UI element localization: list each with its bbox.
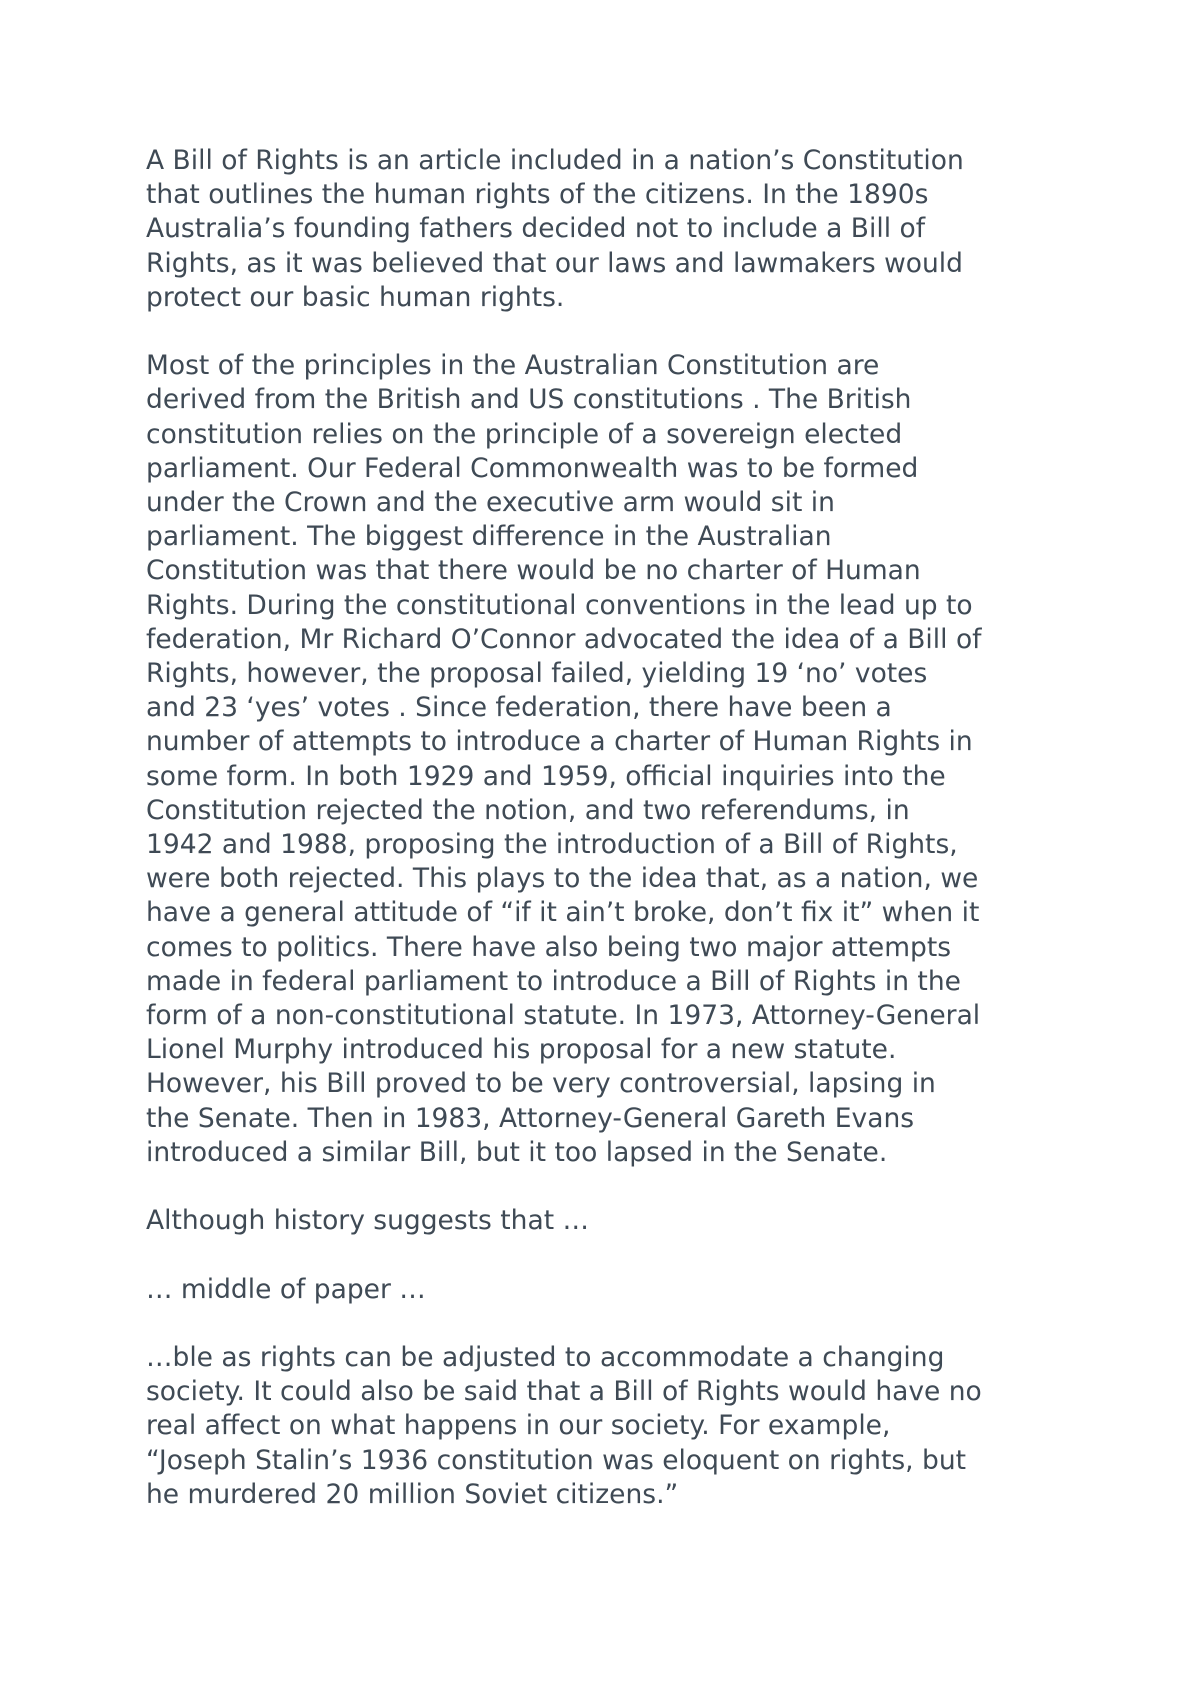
paragraph-history: Most of the principles in the Australian Constitution are derived from the British and US constitutions . The British constitution relies on the principle of a sovereign elected parliament. Our Federal Commonwealth was to be formed under the Crown and the executive arm would sit in parliament. The biggest difference in the Australian Constitution was that there would be no charter of Human Rights. During the constitutional conventions in the lead up to federation, Mr Richard O’Connor advocated the idea of a Bill of Rights, however, the proposal failed, yielding 19 ‘no’ votes and 23 ‘yes’ votes . Since federation, there have been a number of attempts to introduce a charter of Human Rights in some form. In both 1929 and 1959, official inquiries into the Constitution rejected the notion, and two referendums, in 1942 and 1988, proposing the introduction of a Bill of Rights, were both rejected. This plays to the idea that, as a nation, we have a general attitude of “if it ain’t broke, don’t fix it” when it comes to politics. There have also being two major attempts made in federal parliament to introduce a Bill of Rights in the form of a non-constitutional statute. In 1973, Attorney-General Lionel Murphy introduced his proposal for a new statute. However, his Bill proved to be very controversial, lapsing in the Senate. Then in 1983, Attorney-General Gareth Evans introduced a similar Bill, but it too lapsed in the Senate.: [146, 350, 982, 1168]
paragraph-intro: A Bill of Rights is an article included in a nation’s Constitution that outlines the human rights of the citizens. In the 1890s Australia’s founding fathers decided not to include a Bill of Rights, as it was believed that our laws and lawmakers would protect our basic human rights.: [146, 145, 964, 313]
paragraph-conclusion: …ble as rights can be adjusted to accommodate a changing society. It could also be said that a Bill of Rights would have no real affect on what happens in our society. For example, “Joseph Stalin’s 1936 constitution was eloquent on rights, but he murdered 20 million Soviet citizens.”: [146, 1342, 982, 1510]
paragraph-although: Although history suggests that …: [146, 1205, 590, 1237]
document-body: [146, 144, 1076, 1546]
paragraph-middle-omitted: … middle of paper …: [146, 1273, 426, 1305]
